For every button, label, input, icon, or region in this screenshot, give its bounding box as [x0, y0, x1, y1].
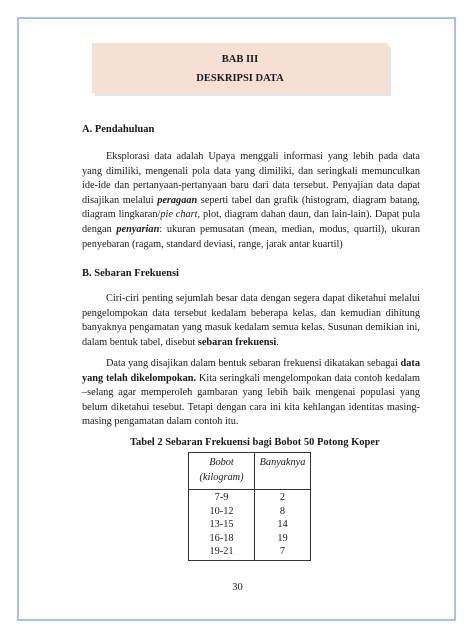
- page-number: 30: [232, 582, 243, 593]
- text-run: : ukuran pemusatan (mean, median, modus, quartil), ukuran penyebaran (ragam, standard deviasi, range, jarak antar kuartil): [82, 223, 421, 250]
- term-sebaran-frekuensi: sebaran frekuensi: [197, 336, 277, 348]
- italic-pie-chart: pie chart: [160, 209, 198, 221]
- column-header-banyaknya: Banyaknya: [255, 453, 311, 490]
- frequency-table: [188, 452, 311, 561]
- text-run: Ciri-ciri penting sejumlah besar data dengan segera dapat diketahui melalui pengelompokan data tersebut kedalam beberapa kelas, dan kemudian dihitung banyaknya pengamatan yang masuk kedalam semua kelas. Susunan demikian ini, dalam bentuk tabel, disebut: [82, 293, 420, 348]
- text-run: , plot, diagram dahan daun, dan lain-lain). Dapat pula dengan: [82, 209, 420, 235]
- text-run: seperti tabel dan grafik (histogram, diagram batang, diagram lingkaran/: [82, 194, 420, 221]
- section-b-text-2: [82, 357, 420, 430]
- chapter-number: BAB III: [221, 54, 259, 65]
- section-b-paragraph-2: [82, 357, 420, 430]
- section-a-heading: A. Pendahuluan: [82, 124, 155, 135]
- text-run: Data yang disajikan dalam bentuk sebaran frekuensi dikatakan sebagai: [106, 358, 401, 369]
- table-header-row: [189, 453, 311, 490]
- text-run: Kita seringkali mengelompokan data contoh kedalam –selang agar memperoleh gambaran yang lebih baik mengenai populasi yang belum diketahui tesebut. Tetapi dengan cara ini kita kehlangan identitas masing-masing pengamatan dalam contoh itu.: [82, 372, 421, 428]
- emphasis-penyarian: penyarian: [116, 223, 160, 235]
- chapter-title: DESKRIPSI DATA: [196, 73, 284, 84]
- column-header-bobot: Bobot (kilogram): [189, 453, 255, 490]
- bobot-values: 7-9 10-12 13-15 16-18 19-21: [189, 490, 255, 561]
- section-a-paragraph: [82, 150, 420, 252]
- term-data-dikelompokan: data yang telah dikelompokan.: [82, 358, 420, 384]
- text-run: Eksplorasi data adalah Upaya menggali informasi yang lebih pada data yang dimiliki, mengenali pola data yang dimiliki, dan seringkali memunculkan ide-ide dan pertanyaan-pertanyaan baru dari data tersebut. Penyajian data dapat disajikan melalui: [82, 151, 420, 206]
- table-caption: Tabel 2 Sebaran Frekuensi bagi Bobot 50 Potong Koper: [130, 437, 380, 448]
- text-run: .: [276, 336, 279, 348]
- chapter-title-box: [92, 43, 388, 93]
- table-row: [189, 490, 311, 561]
- banyaknya-values: 2 8 14 19 7: [255, 490, 311, 561]
- section-a-text: [82, 150, 420, 252]
- emphasis-peragaan: peragaan: [157, 194, 198, 206]
- section-b-text-1: [82, 292, 420, 350]
- section-b-heading: B. Sebaran Frekuensi: [82, 268, 179, 279]
- section-b-paragraph-1: [82, 292, 420, 350]
